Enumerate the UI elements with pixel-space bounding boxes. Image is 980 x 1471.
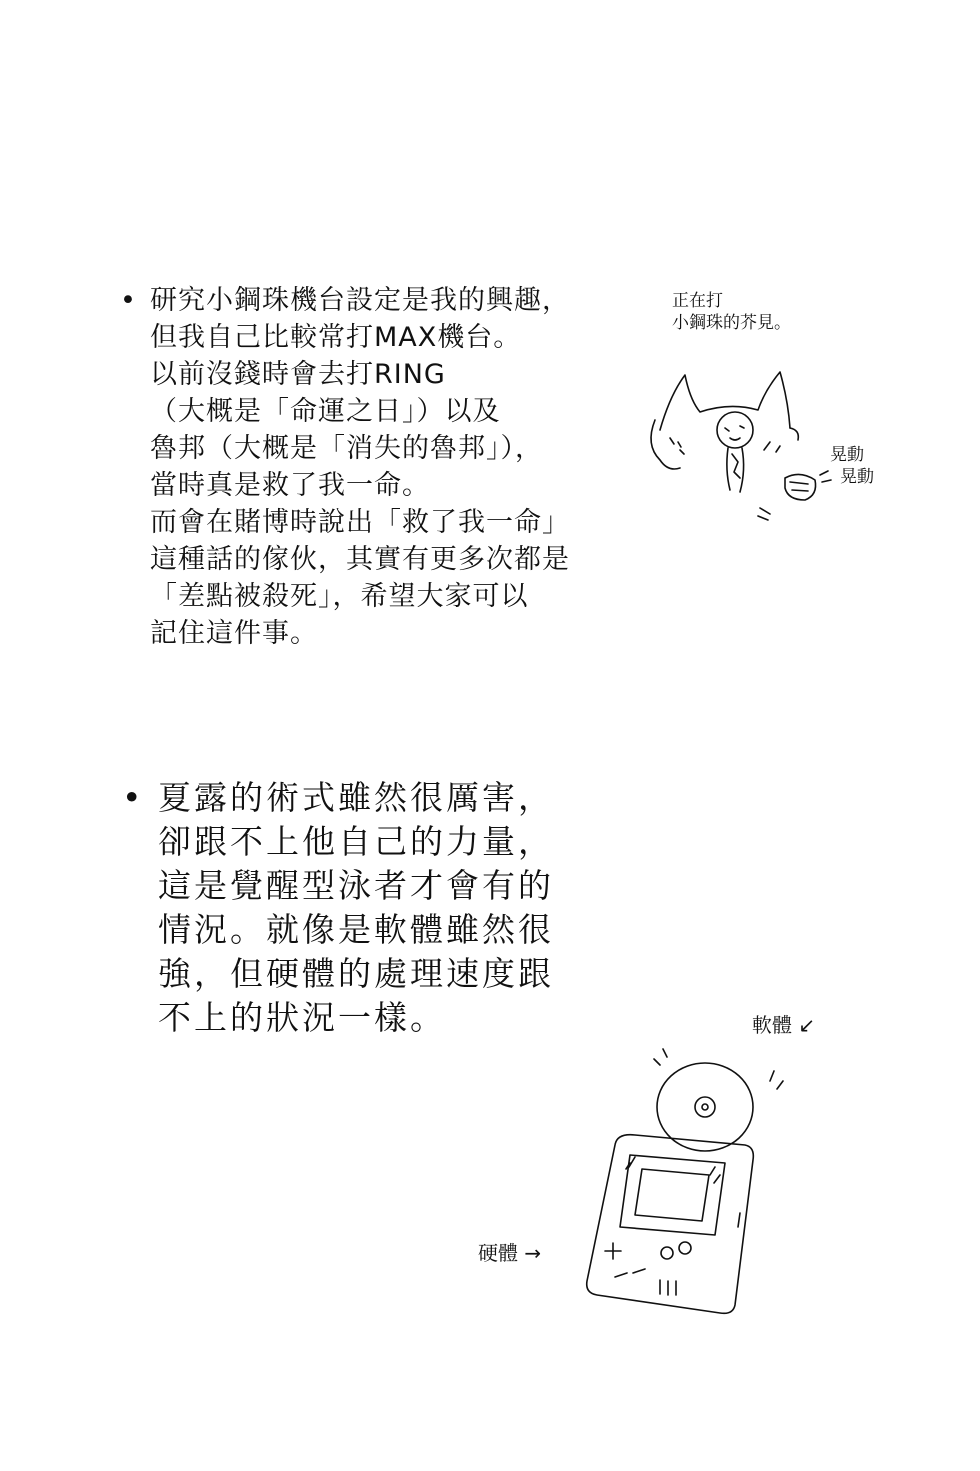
text-line: 這是覺醒型泳者才會有的 <box>158 866 554 905</box>
text-line: 記住這件事。 <box>150 618 318 649</box>
text-line: • 夏露的術式雖然很厲害， <box>122 776 554 820</box>
illustration-caption: 正在打 小鋼珠的芥見。 <box>672 291 791 333</box>
bullet: • <box>122 778 145 817</box>
console-icon <box>587 1135 754 1314</box>
handheld-console-disc-doodle <box>575 1045 785 1320</box>
note-pachinko <box>120 282 570 652</box>
text-line: 不上的狀況一樣。 <box>158 998 446 1037</box>
note-software-hardware <box>122 776 554 1040</box>
text-line: 魯邦（大概是「消失的魯邦」）， <box>150 433 543 464</box>
text-line: 強，但硬體的處理速度跟 <box>158 954 554 993</box>
text-line: 情況。就像是軟體雖然很 <box>158 910 554 949</box>
text-line: 而會在賭博時說出「救了我一命」 <box>150 507 570 538</box>
label-software: 軟體 ↙ <box>752 1013 816 1037</box>
label-hardware: 硬體 → <box>478 1241 542 1265</box>
text-line: 當時真是救了我一命。 <box>150 470 430 501</box>
text-line: 「差點被殺死」，希望大家可以 <box>150 581 529 612</box>
text-line: • 研究小鋼珠機台設定是我的興趣， <box>120 282 570 319</box>
text-line: 這種話的傢伙，其實有更多次都是 <box>150 544 570 575</box>
bullet: • <box>120 285 137 316</box>
author-pachinko-doodle <box>640 350 860 530</box>
text-line: 卻跟不上他自己的力量， <box>158 822 554 861</box>
text-line: 但我自己比較常打MAX機台。 <box>150 322 522 353</box>
text-line: （大概是「命運之日」）以及 <box>150 396 501 427</box>
disc-icon <box>654 1049 783 1151</box>
sound-effect-shake: 晃動 晃動 <box>830 445 874 487</box>
text-line: 以前沒錢時會去打RING <box>150 359 446 390</box>
